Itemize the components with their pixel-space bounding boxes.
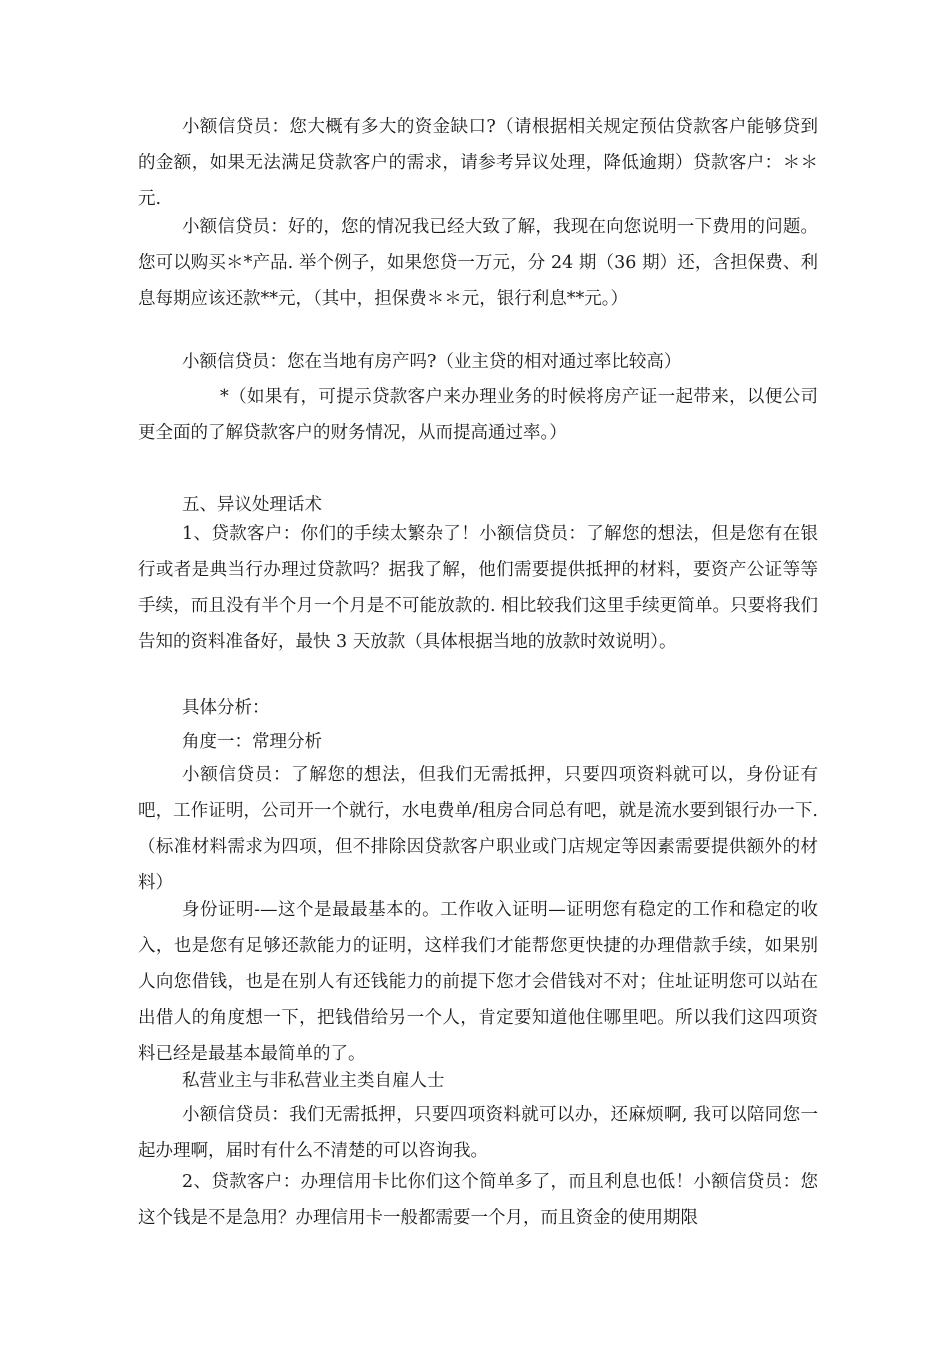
paragraph-objection-2: 2、贷款客户：办理信用卡比你们这个简单多了，而且利息也低！小额信贷员：您这个钱是不是急用？办理信用卡一般都需要一个月，而且资金的使用期限 <box>138 1172 818 1228</box>
paragraph-property-note: *（如果有，可提示贷款客户来办理业务的时候将房产证一起带来，以便公司更全面的了解贷款客户的财务情况，从而提高通过率。） <box>138 387 818 443</box>
paragraph-accompany: 小额信贷员：我们无需抵押，只要四项资料就可以办，还麻烦啊, 我可以陪同您一起办理啊，届时有什么不清楚的可以咨询我。 <box>138 1105 818 1161</box>
subheading-angle-one: 角度一：常理分析 <box>182 732 322 752</box>
subheading-self-employed: 私营业主与非私营业主类自雇人士 <box>182 1071 445 1091</box>
paragraph-id-proof: 身份证明-—这个是最最基本的。工作收入证明—证明您有稳定的工作和稳定的收入，也是您有足够还款能力的证明，这样我们才能帮您更快捷的办理借款手续，如果别人向您借钱，也是在别人有还钱能力的前提下您才会借钱对不对；住址证明您可以站在出借人的角度想一下，把钱借给另一个人，肯定要知道他住哪里吧。所以我们这四项资料已经是最基本最简单的了。 <box>138 900 818 1064</box>
paragraph-objection-1: 1、贷款客户：你们的手续太繁杂了！小额信贷员：了解您的想法，但是您有在银行或者是典当行办理过贷款吗？据我了解，他们需要提供抵押的材料，要资产公证等等手续，而且没有半个月一个月是不可能放款的. 相比较我们这里手续更简单。只要将我们告知的资料准备好，最快 3 天放款（具体根据当地的放款时效说明）。 <box>138 524 818 652</box>
paragraph-property-question: 小额信贷员：您在当地有房产吗?（业主贷的相对通过率比较高） <box>182 352 682 372</box>
section-heading-objections: 五、异议处理话术 <box>182 495 322 515</box>
subheading-analysis: 具体分析： <box>182 698 270 718</box>
paragraph-funding-gap: 小额信贷员：您大概有多大的资金缺口?（请根据相关规定预估贷款客户能够贷到的金额，如果无法满足贷款客户的需求，请参考异议处理，降低逾期）贷款客户：＊＊元. <box>138 117 818 209</box>
paragraph-no-collateral: 小额信贷员：了解您的想法，但我们无需抵押，只要四项资料就可以，身份证有吧，工作证明，公司开一个就行，水电费单/租房合同总有吧，就是流水要到银行办一下.（标准材料需求为四项，但不排除因贷款客户职业或门店规定等因素需要提供额外的材料） <box>138 765 818 893</box>
paragraph-fee-explanation: 小额信贷员：好的，您的情况我已经大致了解，我现在向您说明一下费用的问题。您可以购买＊*产品. 举个例子，如果您贷一万元，分 24 期（36 期）还，含担保费、利息每期应该还款**元，（其中，担保费＊＊元，银行利息**元。） <box>138 217 818 309</box>
